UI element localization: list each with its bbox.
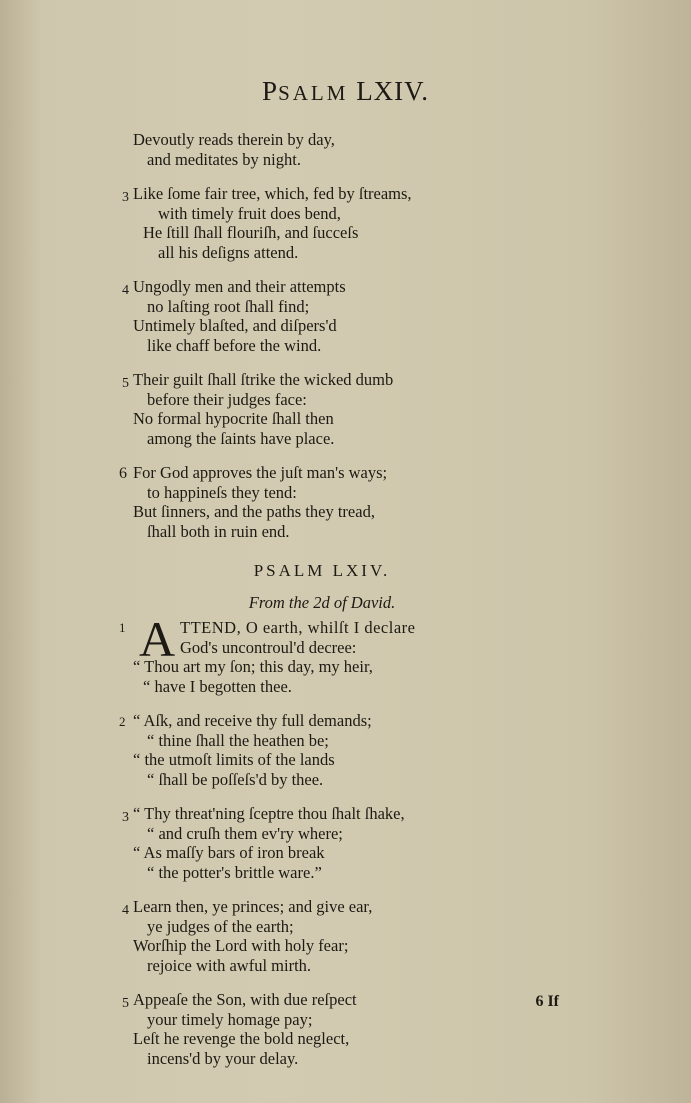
verse-line: “ have I begotten thee. [143,676,292,696]
verse-line: and meditates by night. [147,149,301,169]
verse-line: Leſt he revenge the bold neglect, [133,1029,350,1048]
stanza-1 [119,611,532,696]
stanza-number: 3 [122,810,129,825]
stanza-2 [119,711,532,789]
verse-line: “ the utmoſt limits of the lands [133,750,335,769]
psalm-subtitle: From the 2d of David. [248,592,396,612]
running-header [0,76,691,107]
verse-line: Their guilt ſhall ſtrike the wicked dumb [133,370,394,389]
verse-line: “ As maſſy bars of iron break [133,843,325,862]
stanza-number: 5 [122,996,129,1011]
verse-line: “ Aſk, and receive thy full demands; [133,711,372,730]
stanza-5 [122,370,532,448]
stanza-6 [119,463,532,541]
verse-line: “ Thou art my ſon; this day, my heir, [133,657,373,676]
drop-cap: A [139,611,176,667]
catchword: 6 If [535,993,559,1010]
verse-line: with timely fruit does bend, [158,203,341,223]
stanza-3-second [122,804,532,882]
stanza-number: 4 [122,283,129,298]
stanza-number: 1 [119,620,126,635]
verse-line: Like ſome fair tree, which, fed by ſtreams, [133,184,412,203]
verse-line: like chaff before the wind. [147,335,322,355]
header-word: SALM [278,81,349,105]
stanza-number: 2 [119,714,126,729]
stanza-number: 6 [119,465,127,482]
verse-line: Ungodly men and their attempts [133,277,346,296]
stanza-3 [122,184,532,262]
verse-line: Untimely blaſted, and diſpers'd [133,316,337,335]
stanza-number: 4 [122,903,129,918]
stanza-number: 3 [122,190,129,205]
verse-line: “ and cruſh them ev'ry where; [147,823,343,843]
stanza-5-second [122,990,532,1068]
verse-line: incens'd by your delay. [147,1048,299,1068]
verse-line: to happineſs they tend: [147,482,297,502]
verse-line: Devoutly reads therein by day, [133,130,335,149]
verse-line: rejoice with awful mirth. [147,955,312,975]
verse-line: your timely homage pay; [147,1009,313,1029]
verse-line: He ſtill ſhall flouriſh, and ſucceſs [143,223,359,242]
verse-line: For God approves the juſt man's ways; [133,463,388,482]
psalm-text [112,130,532,1083]
verse-line: God's uncontroul'd decree: [180,637,357,657]
psalm-title: PSALM LXIV. [253,561,391,580]
verse-line: ye judges of the earth; [147,916,294,936]
verse-line: no laſting root ſhall find; [147,296,310,316]
verse-line: Learn then, ye princes; and give ear, [133,897,373,916]
verse-line: No formal hypocrite ſhall then [133,409,334,428]
verse-line: ſhall both in ruin end. [147,521,290,541]
stanza-4 [122,277,532,355]
verse-line: But ſinners, and the paths they tread, [133,502,375,521]
verse-line: Appeaſe the Son, with due reſpect [133,990,357,1009]
stanza-number: 5 [122,376,129,391]
intro-stanza [133,130,532,169]
header-numeral: LXIV. [356,76,429,106]
verse-line: TTEND, O earth, whilſt I declare [180,618,416,637]
header-prefix: P [262,76,279,106]
verse-line: “ thine ſhall the heathen be; [147,730,329,750]
stanza-4-second [122,897,532,975]
verse-line: before their judges face: [147,389,307,409]
verse-line: among the ſaints have place. [147,428,335,448]
verse-line: all his deſigns attend. [158,242,299,262]
verse-line: “ the potter's brittle ware.” [147,862,322,882]
verse-line: Worſhip the Lord with holy fear; [133,936,349,955]
verse-line: “ ſhall be poſſeſs'd by thee. [147,769,324,789]
verse-line: “ Thy threat'ning ſceptre thou ſhalt ſhake, [133,804,405,823]
